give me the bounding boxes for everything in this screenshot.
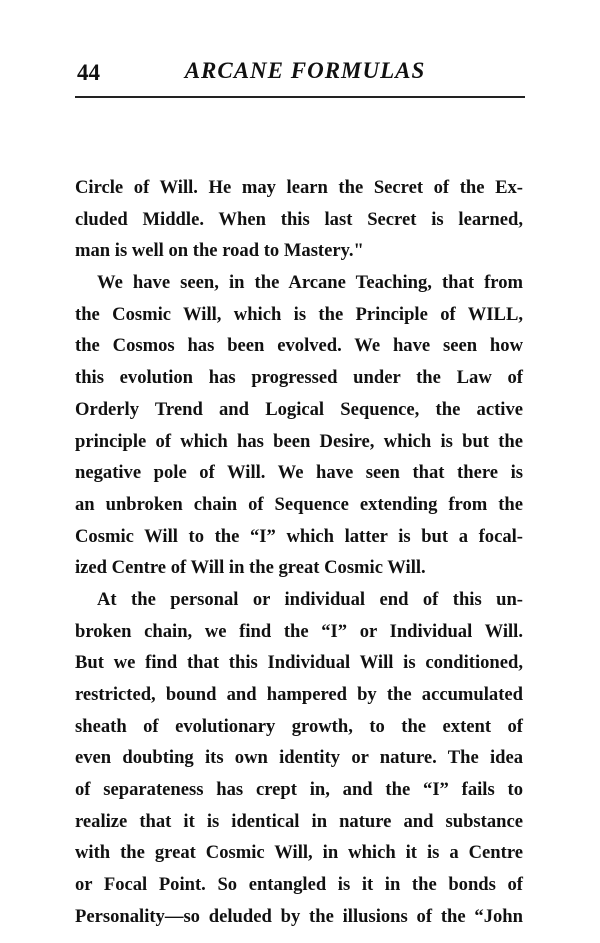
text-line — [75, 679, 523, 711]
text-line — [75, 330, 523, 362]
text-line-content: realize that it is identical in nature and substance — [75, 810, 523, 832]
text-line — [75, 235, 523, 267]
text-line — [75, 837, 523, 869]
text-line-content: sheath of evolutionary growth, to the extent of — [75, 715, 523, 737]
text-line — [75, 552, 523, 584]
text-line — [75, 457, 523, 489]
text-line — [75, 394, 523, 426]
text-line — [75, 806, 523, 838]
text-line-content: negative pole of Will. We have seen that there is — [75, 462, 523, 484]
text-line-content: restricted, bound and hampered by the accumulated — [75, 684, 523, 705]
text-line — [75, 489, 523, 521]
running-title: ARCANE FORMULAS — [184, 58, 426, 83]
text-line — [75, 521, 523, 553]
text-line — [75, 774, 523, 806]
page-number: 44 — [77, 60, 100, 85]
text-line — [75, 299, 523, 331]
text-line-content: with the great Cosmic Will, in which it is a Centre — [75, 842, 523, 864]
text-line — [75, 647, 523, 679]
text-line — [75, 616, 523, 648]
text-line-content: the Cosmic Will, which is the Principle of WILL, — [75, 303, 523, 325]
text-line-content: the Cosmos has been evolved. We have seen how — [75, 335, 523, 357]
text-line — [75, 172, 523, 204]
text-line-content: even doubting its own identity or nature. The idea — [75, 747, 523, 769]
text-line-content: Personality—so deluded by the illusions of the “John — [75, 905, 523, 927]
text-line-content: ized Centre of Will in the great Cosmic Will. — [75, 557, 426, 579]
text-line-content: principle of which has been Desire, which is but the — [75, 430, 523, 452]
text-line-content: At the personal or individual end of this un- — [97, 588, 523, 610]
text-line-content: cluded Middle. When this last Secret is learned, — [75, 208, 523, 230]
text-line — [75, 426, 523, 458]
text-line — [75, 204, 523, 236]
text-line — [75, 584, 523, 616]
text-line-content: Orderly Trend and Logical Sequence, the active — [75, 398, 523, 420]
text-line-content: Cosmic Will to the “I” which latter is but a focal- — [75, 525, 523, 547]
text-line — [75, 267, 523, 299]
text-line-content: of separateness has crept in, and the “I” fails to — [75, 779, 523, 801]
text-line-content: an unbroken chain of Sequence extending from the — [75, 493, 523, 515]
text-line — [75, 869, 523, 901]
text-line — [75, 742, 523, 774]
text-line-content: man is well on the road to Mastery." — [75, 240, 364, 262]
text-line-content: We have seen, in the Arcane Teaching, that from — [97, 272, 523, 294]
body-text — [75, 172, 523, 933]
text-line — [75, 711, 523, 743]
text-line-content: Circle of Will. He may learn the Secret of the Ex- — [75, 177, 523, 198]
text-line-content: or Focal Point. So entangled is it in the bonds of — [75, 874, 523, 896]
text-line — [75, 362, 523, 394]
text-line — [75, 901, 523, 933]
text-line-content: broken chain, we find the “I” or Individual Will. — [75, 620, 523, 642]
text-line-content: But we find that this Individual Will is conditioned, — [75, 652, 523, 674]
header-rule — [75, 96, 525, 98]
text-line-content: this evolution has progressed under the Law of — [75, 367, 523, 389]
